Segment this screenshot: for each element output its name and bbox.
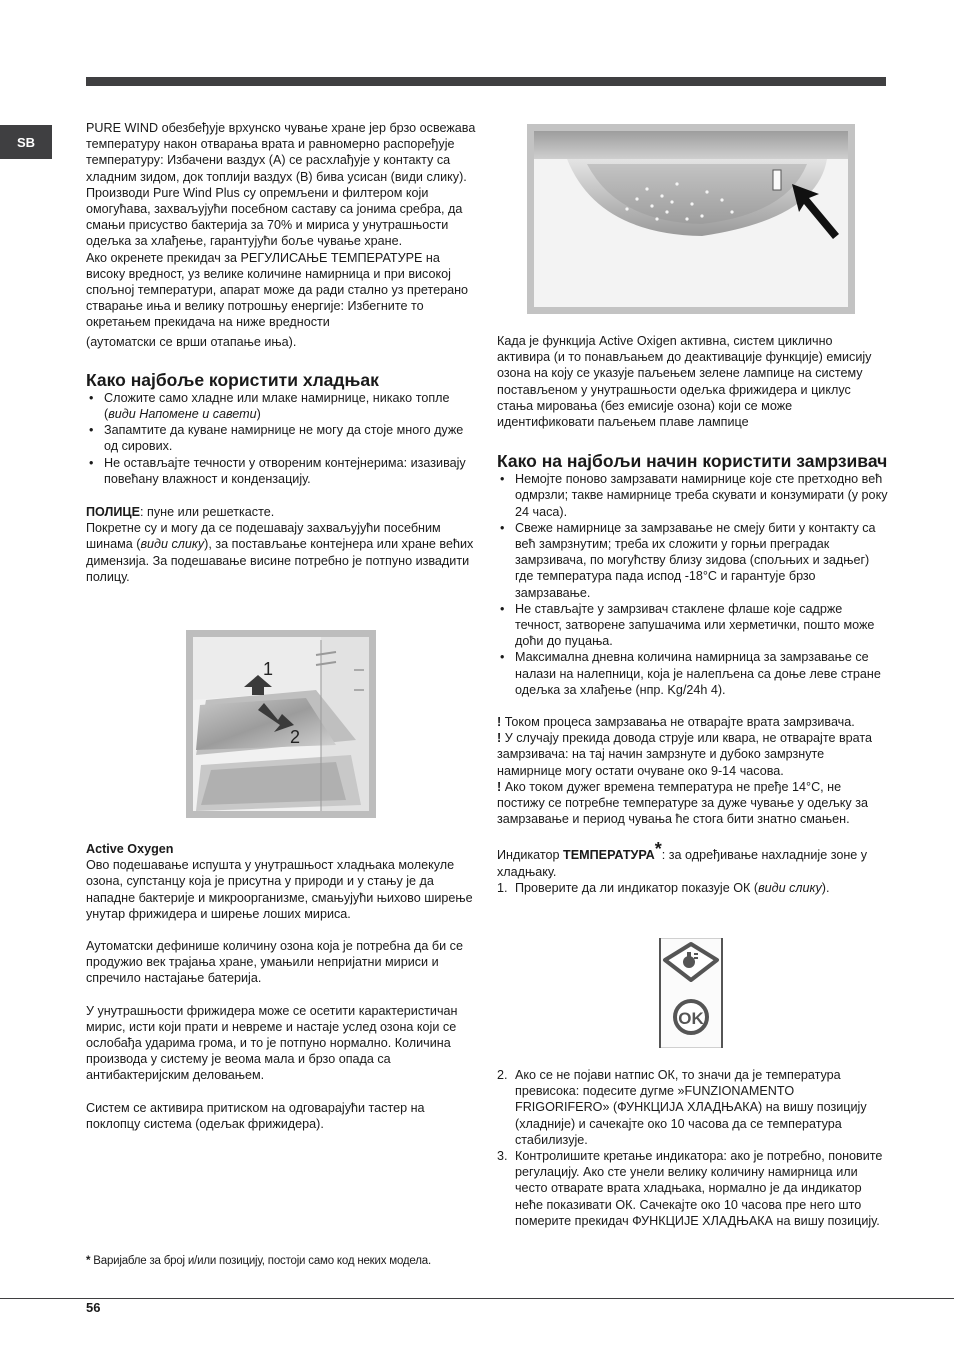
list-item: 3. Контролишите кретање индикатора: ако је потребно, поновите регулацију. Ако сте унели велику количину намирница или често отварате врата хладњака, нормално је да индикатор неће показивати ОК. Сачекајте око 10 часова пре него што померите прекидач ФУНКЦИЈЕ ХЛАДЊАКА на вишу позицију.	[497, 1149, 883, 1228]
indicator-lamp	[773, 170, 781, 190]
left-column	[86, 120, 478, 585]
list-item: 2. Ако се не појави натпис ОК, то значи да је температура превисока: подесите дугме »FUNZIONAMENTO FRIGORIFERO» (ФУНКЦИЈА ХЛАДЊАКА) на вишу позицију (хладније) и сачекајте око 10 часова да се температура стабилизује.	[497, 1068, 867, 1147]
list-item: • Сложите само хладне или млаке намирнице, никако топле (види Напомене и савети)	[86, 390, 478, 422]
oxygen-heading: Active Oxygen	[86, 842, 174, 856]
intro-paragraph-2: Производи Pure Wind Plus су опремљени и филтером који омогућава, захваљујући посебном саставу са јонима сребра, да смањи присуство бактерија за 70% и мириса у унутрашњости одељка за хлађење, гарантујући боље чување хране.	[86, 185, 463, 249]
ok-indicator-figure	[659, 938, 723, 1048]
list-item: • Максимална дневна количина намирница за замрзавање се налази на налепници, која је налепљена са доње леве стране одељка за хлађење (нпр. Kg/24h 4).	[497, 649, 889, 698]
intro-paragraph-1: PURE WIND обезбеђује врхунско чување хране јер брзо освежава температуру након отварања врата и равномерно распоређује температуру: Избачени ваздух (А) се расхлађује у контакту са хладним зидом, док топлији ваздух (В) бива усисан (види слику).	[86, 121, 476, 184]
shelf-label-1: 1	[263, 659, 274, 679]
oxygen-paragraph-1: Ово подешавање испушта у унутрашњост хладњака молекуле озона, супстанцу која је присутна у природи и у стању је да нападне бактерије и микроорганизме, смањујући њихово ширење унутар фрижидера и ширење лоших мириса.	[86, 858, 473, 921]
footnote: * Варијабле за број и/или позицију, постоји само код неких модела.	[86, 1255, 431, 1267]
fridge-tips-list	[86, 390, 478, 487]
temperature-indicator-illustration	[659, 938, 723, 1048]
shelf-figure	[186, 630, 376, 818]
active-oxygen-figure	[527, 124, 855, 314]
freezer-tips-list	[497, 471, 889, 698]
page-number: 56	[86, 1300, 101, 1315]
oxygen-paragraph-2: Аутоматски дефинише количину озона која је потребна да би се продужио век трајања хране, умањили непријатни мириси и спречило настајање батерија.	[86, 939, 463, 986]
freezer-heading: Како на најбољи начин користити замрзивач	[497, 451, 888, 472]
list-item: 1. Проверите да ли индикатор показује ОК (види слику).	[497, 880, 830, 895]
warning-2: ! У случају прекида довода струје или квара, не отварајте врата замрзивача: на тај начин замрзнуте и дубоко замрзнуте намирнице могу остати очуване око 9-14 часова.	[497, 731, 873, 778]
oxigen-description: Када је функција Active Oxigen активна, систем циклично активира (и то понављањем до деактивације функције) емисију озона на коју се указује паљењем зелене лампице на систему постављеном у унутрашњости одељка фрижидера и циклус стања мировања (без емисије озона) који се може идентификовати паљењем плаве лампице	[497, 334, 872, 430]
warning-3: ! Ако током дужег времена температура не пређе 14°C, не постижу се потребне температуре за дуже чување у одељку за замрзавање и период чувања ће стога бити знатно смањен.	[497, 779, 869, 827]
list-item: • Запамтите да куване намирнице не могу да стоје много дуже од сирових.	[86, 422, 478, 454]
warning-1: ! Током процеса замрзавања не отварајте врата замрзивача.	[497, 715, 855, 730]
oxygen-section	[86, 841, 478, 1132]
list-item: • Не стављајте у замрзивач стаклене флаше које садрже течност, затворене запушачима или херметички, пошто може доћи до пуцања.	[497, 601, 889, 650]
right-column	[497, 333, 889, 896]
oxygen-paragraph-3: У унутрашњости фрижидера може се осетити карактеристичан мирис, исти који прати и невреме и настаје услед озона који се ослобађа ударима грома, и то је потпуно нормално. Количина производа у систему је веома мала и брзо опада са антибактеријским деловањем.	[86, 1003, 458, 1083]
fridge-heading: Како најбоље користити хладњак	[86, 369, 379, 390]
shelves-description: Покретне су и могу да се подешавају захваљујући посебним шинама (види слику), за постављање контејнера или хране већих димензија. За подешавање висине потребно је потпуно извадити полицу.	[86, 521, 474, 584]
indicator-steps-start	[497, 880, 889, 896]
list-item: • Не остављајте течности у отвореним контејнерима: изазивају повећану влажност и кондензацију.	[86, 455, 478, 487]
oxygen-paragraph-4: Систем се активира притиском на одговарајући тастер на поклопцу система (одељак фрижидера).	[86, 1100, 425, 1131]
list-item: • Свеже намирнице за замрзавање не смеју бити у контакту са већ замрзнутим; треба их сложити у горњи преградак замрзивача, по могућству близу зидова (спољњих и задњег) где температура пада испод -18°C и гарантује брзо замрзавање.	[497, 520, 889, 601]
indicator-paragraph: Индикатор ТЕМПЕРАТУРА*: за одређивање нахладније зоне у хладњаку.	[497, 839, 868, 879]
header-bar	[86, 77, 886, 86]
ozone-device-illustration	[527, 124, 855, 314]
footer-line	[0, 1298, 954, 1299]
indicator-steps-continued	[497, 1067, 889, 1229]
list-item: • Немојте поново замрзавати намирнице које сте претходно већ одмрзли; такве намирнице треба скувати и конзумирати (у року 24 часа).	[497, 471, 889, 520]
intro-paragraph-3: Ако окренете прекидач за РЕГУЛИСАЊЕ ТЕМПЕРАТУРЕ на високу вредност, уз велике количине намирница и при високој спољној температури, апарат може да ради стално уз претерано стварање иња и велику потрошњу енергије: Избегните то окретањем прекидача на ниже вредности	[86, 250, 469, 330]
shelves-paragraph: ПОЛИЦЕ: пуне или решеткасте.	[86, 505, 275, 520]
svg-text:OK: OK	[678, 1009, 704, 1028]
language-tab: SB	[0, 125, 52, 159]
intro-paragraph-4: (аутоматски се врши отапање иња).	[86, 334, 297, 349]
shelf-label-2: 2	[290, 727, 301, 747]
shelf-illustration	[186, 630, 376, 818]
